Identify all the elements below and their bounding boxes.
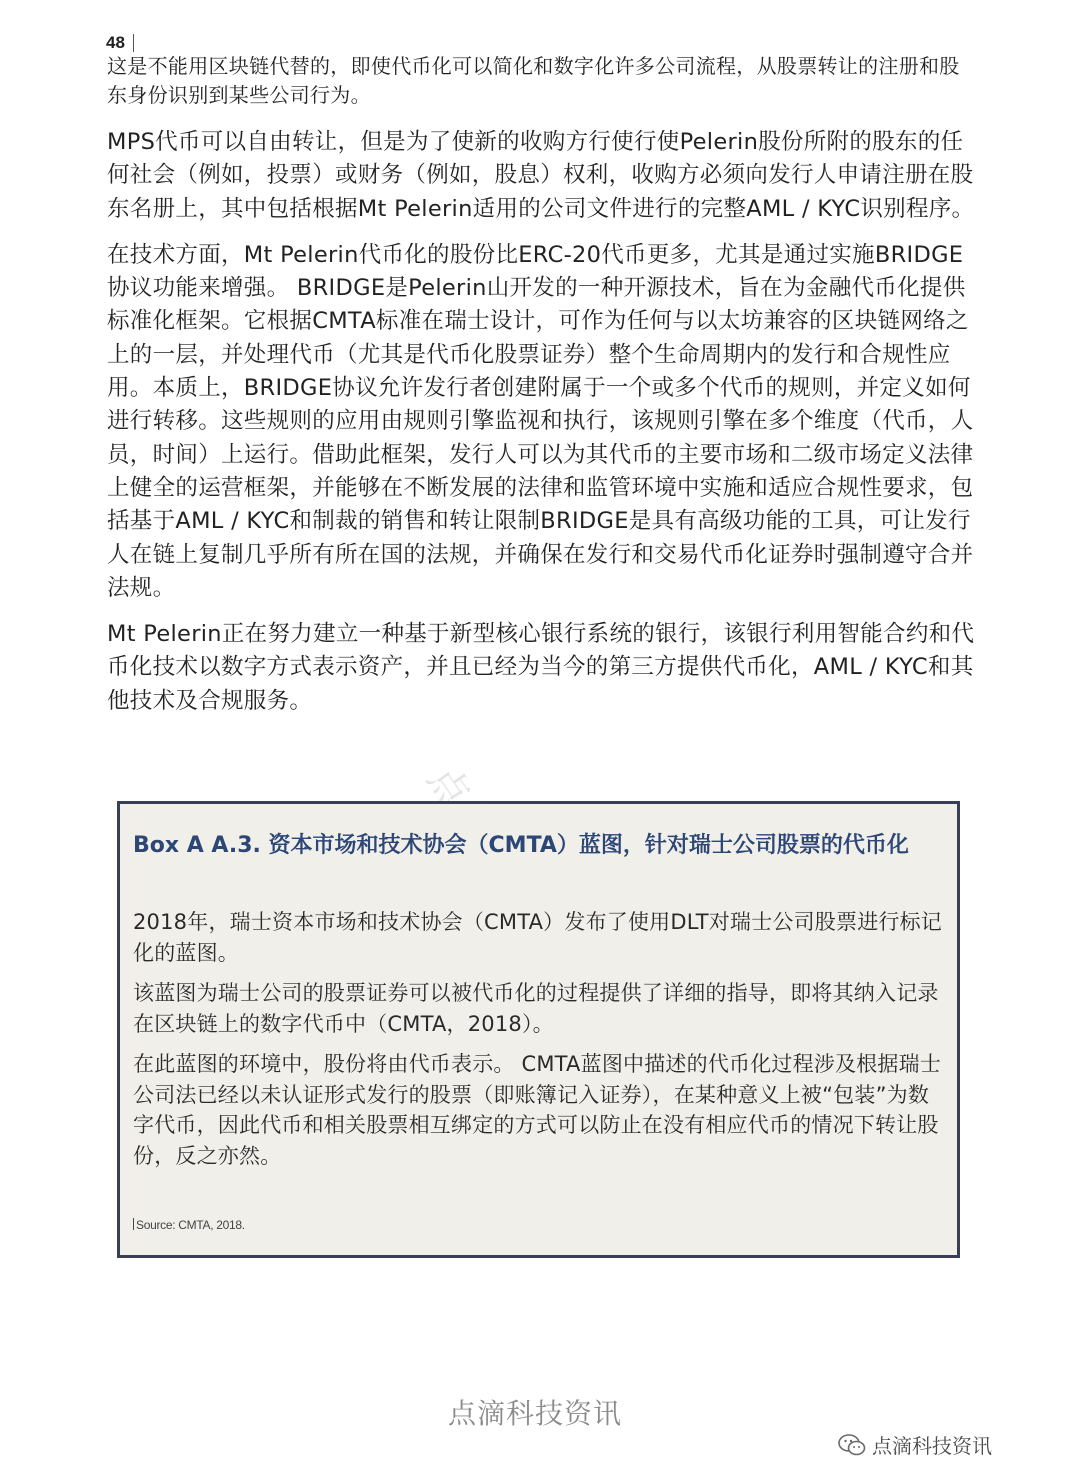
wechat-icon <box>838 1433 866 1457</box>
info-box <box>117 801 960 1258</box>
box-title: Box A A.3. 资本市场和技术协会（CMTA）蓝图，针对瑞士公司股票的代币化 <box>133 833 909 858</box>
paragraph: Mt Pelerin正在努力建立一种基于新型核心银行系统的银行，该银行利用智能合约和代币化技术以数字方式表示资产，并且已经为当今的第三方提供代币化，AML / KYC和其他技术及合规服务。 <box>107 621 975 714</box>
paragraph: 这是不能用区块链代替的，即使代币化可以简化和数字化许多公司流程，从股票转让的注册和股东身份识别到某些公司行为。 <box>107 54 960 107</box>
paragraph: 在技术方面，Mt Pelerin代币化的股份比ERC-20代币更多，尤其是通过实施BRIDGE协议功能来增强。 BRIDGE是Pelerin山开发的一种开源技术，旨在为金融代币化提供标准化框架。它根据CMTA标准在瑞士设计，可作为任何与以太坊兼容的区块链网络之上的一层，并处理代币（尤其是代币化股票证券）整个生命周期内的发行和合规性应用。本质上，BRIDGE协议允许发行者创建附属于一个或多个代币的规则，并定义如何进行转移。这些规则的应用由规则引擎监视和执行，该规则引擎在多个维度（代币，人员，时间）上运行。借助此框架，发行人可以为其代币的主要市场和二级市场定义法律上健全的运营框架，并能够在不断发展的法律和监管环境中实施和适应合规性要求，包括基于AML / KYC和制裁的销售和转让限制BRIDGE是具有高级功能的工具，可让发行人在链上复制几乎所有所在国的法规，并确保在发行和交易代币化证券时强制遵守合并法规。 <box>107 241 974 601</box>
page-number: 48 <box>106 33 125 52</box>
footer-brand-label: 点滴科技资讯 <box>872 1434 992 1458</box>
box-paragraph: 该蓝图为瑞士公司的股票证券可以被代币化的过程提供了详细的指导，即将其纳入记录在区块链上的数字代币中（CMTA，2018）。 <box>133 981 939 1036</box>
footer-brand <box>838 1430 992 1459</box>
box-source <box>133 1218 245 1232</box>
page-number-divider <box>133 34 134 52</box>
source-text: Source: CMTA, 2018. <box>136 1218 245 1232</box>
paragraph: MPS代币可以自由转让，但是为了使新的收购方行使行使Pelerin股份所附的股东的任何社会（例如，投票）或财务（例如，股息）权利，收购方必须向发行人申请注册在股东名册上，其中包括根据Mt Pelerin适用的公司文件进行的完整AML / KYC识别程序。 <box>107 129 975 222</box>
box-paragraph: 在此蓝图的环境中，股份将由代币表示。 CMTA蓝图中描述的代币化过程涉及根据瑞士公司法已经以未认证形式发行的股票（即账簿记入证券），在某种意义上被“包装”为数字代币，因此代币和相关股票相互绑定的方式可以防止在没有相应代币的情况下转让股份，反之亦然。 <box>133 1052 942 1168</box>
box-paragraph: 2018年，瑞士资本市场和技术协会（CMTA）发布了使用DLT对瑞士公司股票进行标记化的蓝图。 <box>133 910 942 965</box>
body-text <box>107 52 975 731</box>
source-marker <box>133 1218 134 1230</box>
bottom-watermark: 点滴科技资讯 <box>448 1397 623 1430</box>
box-body <box>133 907 948 1181</box>
